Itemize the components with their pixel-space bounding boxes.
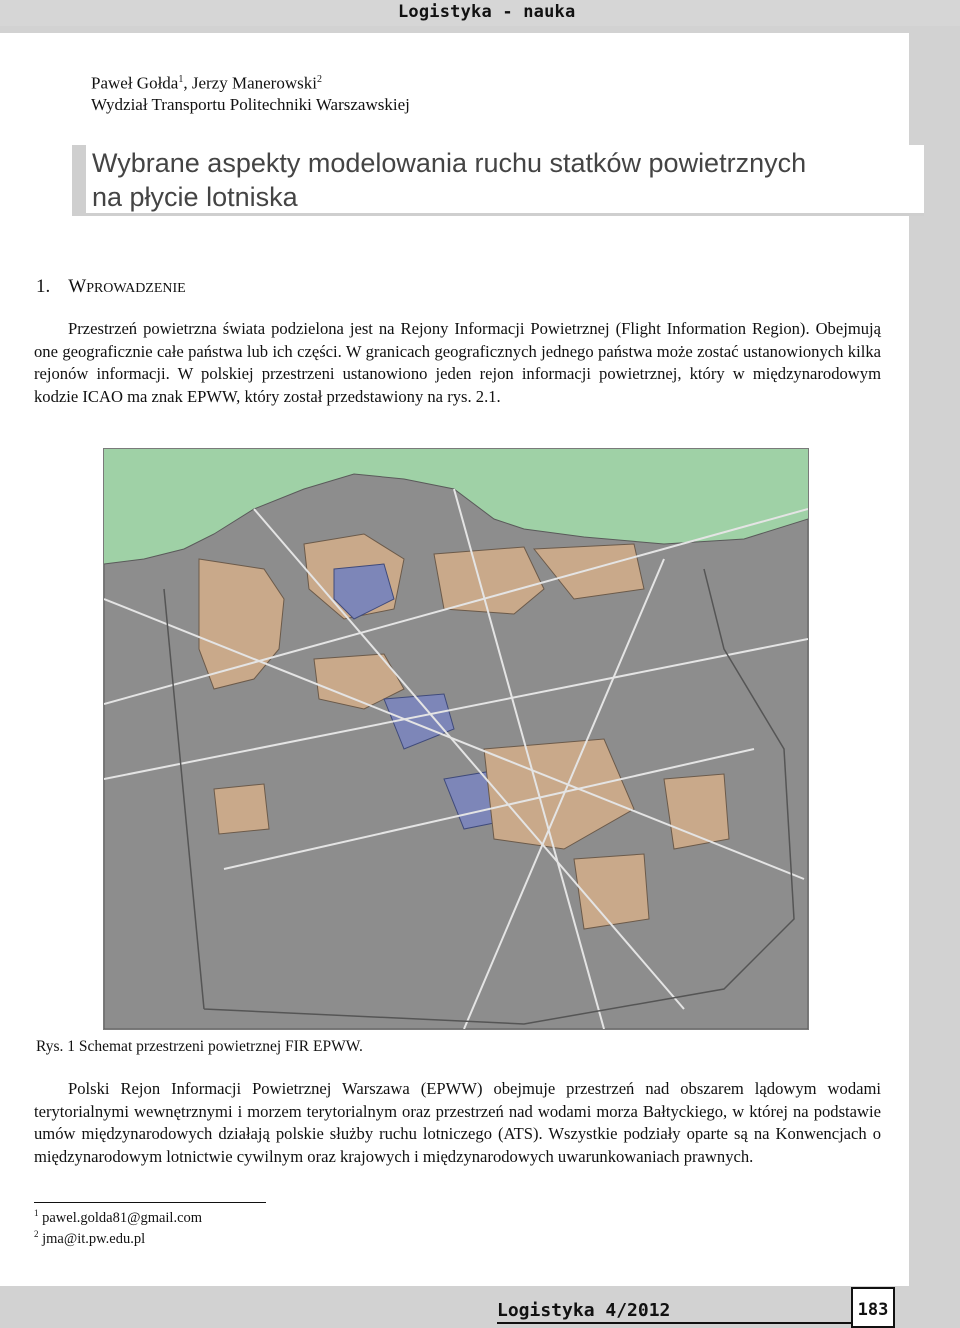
author-1: Paweł Gołda <box>91 73 179 93</box>
footnote-2-email[interactable]: jma@it.pw.edu.pl <box>42 1230 146 1247</box>
section-title: PROWADZENIE <box>86 281 186 296</box>
page-number-box <box>851 1287 895 1328</box>
footnote-2-mark: 2 <box>34 1229 39 1239</box>
footer-journal: Logistyka 4/2012 <box>497 1300 671 1321</box>
zone-southeast <box>574 854 649 929</box>
author-block <box>91 69 410 115</box>
author-2-mark: 2 <box>316 74 322 85</box>
author-names <box>91 69 410 94</box>
body-paragraph <box>34 1078 881 1168</box>
author-1-mark: 1 <box>178 74 184 85</box>
airspace-map-image <box>104 449 808 1029</box>
page-number: 183 <box>857 1300 889 1320</box>
title-line-2: na płycie lotniska <box>92 182 298 212</box>
journal-section-title: Logistyka - nauka <box>398 2 576 22</box>
footnote-1-email[interactable]: pawel.golda81@gmail.com <box>42 1209 203 1226</box>
footnote-1 <box>34 1208 202 1227</box>
intro-paragraph <box>34 318 881 408</box>
footer-rule <box>497 1322 851 1324</box>
zone-west <box>214 784 269 834</box>
section-number: 1. <box>36 276 51 297</box>
body-paragraph-text: Polski Rejon Informacji Powietrznej Warszawa (EPWW) obejmuje przestrzeń nad obszarem lądowym wodami terytorialnymi wewnętrznymi i morzem terytorialnym oraz przestrzeń nad wodami morza Bałtyckiego, w której na podstawie umów międzynarodowych działają polskie służby ruchu lotniczego (ATS). Wszystkie podziały oparte są na Konwencjach o międzynarodowym lotnictwie cywilnym oraz krajowych i międzynarodowych uwarunkowaniach prawnych. <box>34 1079 881 1166</box>
footnote-2 <box>34 1229 145 1248</box>
intro-paragraph-text: Przestrzeń powietrzna świata podzielona jest na Rejony Informacji Powietrznej (Flight Information Region). Obejmują one geograficznie całe państwa lub ich części. W granicach geograficznych jednego państwa może zostać ustanowionych kilka rejonów informacji. W polskiej przestrzeni ustanowiono jeden rejon informacji powietrznej, który w międzynarodowym kodzie ICAO ma znak EPWW, który został przedstawiony na rys. 2.1. <box>34 319 881 406</box>
paper-title <box>92 146 892 214</box>
footnote-1-mark: 1 <box>34 1208 39 1218</box>
title-line-1: Wybrane aspekty modelowania ruchu statków powietrznych <box>92 148 807 178</box>
fir-epww-map <box>103 448 809 1030</box>
zone-east <box>664 774 729 849</box>
footnote-rule <box>34 1202 266 1203</box>
section-initial: W <box>68 276 87 297</box>
author-2: , Jerzy Manerowski <box>183 73 317 93</box>
section-heading <box>36 276 186 298</box>
journal-header-bar <box>0 0 960 26</box>
figure-caption: Rys. 1 Schemat przestrzeni powietrznej FIR EPWW. <box>36 1038 363 1055</box>
affiliation: Wydział Transportu Politechniki Warszawskiej <box>91 94 410 114</box>
